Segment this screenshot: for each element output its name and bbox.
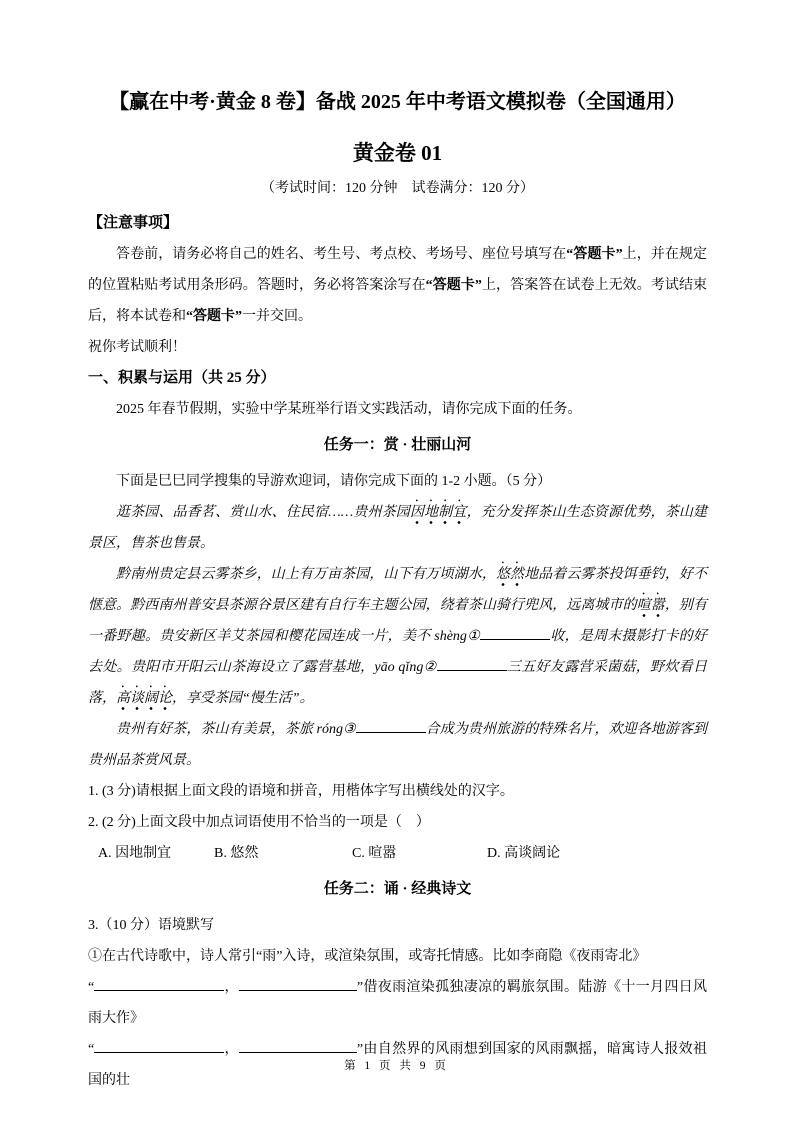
blank-line-2 <box>437 656 507 671</box>
blank-line-5 <box>239 976 357 991</box>
passage-text: 贵州有好茶，茶山有美景，茶旅 róng③ <box>116 722 356 737</box>
section-1-heading: 一、积累与运用（共 25 分） <box>88 370 276 386</box>
notice-header: 【注意事项】 <box>88 215 179 231</box>
question-1: 1. (3 分)请根据上面文段的语境和拼音，用楷体字写出横线处的汉字。 <box>88 784 514 799</box>
section-1-intro: 2025 年春节假期，实验中学某班举行语文实践活动，请你完成下面的任务。 <box>116 402 582 417</box>
option-d: D. 高谈阔论 <box>487 846 561 861</box>
passage-paragraph-3 <box>88 714 707 776</box>
passage-paragraph-2 <box>88 559 707 714</box>
task-1-heading: 任务一：赏 · 壮丽山河 <box>323 437 472 453</box>
dictation-text: ”借夜雨渲染孤独凄凉的羁旅氛围。陆游《十一月四日风雨大作》 <box>88 980 708 1026</box>
task-2-heading: 任务二：诵 · 经典诗文 <box>323 881 472 897</box>
passage-text: ，别有一番野趣。贵安新区羊艾茶园和樱花园连成一片，美不 shèng① <box>88 598 707 644</box>
option-b: B. 悠然 <box>214 846 259 861</box>
passage-text: 黔南州贵定县云雾茶乡，山上有万亩茶园，山下有万顷湖水， <box>116 567 496 582</box>
blank-line-3 <box>356 718 426 733</box>
emphasized-word-gaotankuolun: 高谈阔论 <box>116 691 172 711</box>
passage-paragraph-1 <box>88 497 707 559</box>
notice-paragraph <box>88 239 707 332</box>
passage-text: ，充分发挥茶山生态资源优势，茶山建景区，售茶也售景。 <box>88 505 707 551</box>
dictation-line-1 <box>88 972 707 1034</box>
emphasized-word-youran: 悠然 <box>496 567 524 587</box>
exam-subtitle: 黄金卷 01 <box>352 141 443 165</box>
question-2: 2. (2 分)上面文段中加点词语使用不恰当的一项是（ ） <box>88 815 430 830</box>
document-title: 【赢在中考·黄金 8 卷】备战 2025 年中考语文模拟卷（全国通用） <box>109 91 686 113</box>
question-3: 3.（10 分）语境默写 <box>88 918 214 933</box>
passage-text: 逛茶园、品香茗、赏山水、住民宿……贵州茶园 <box>116 505 410 520</box>
comma: ， <box>224 1042 239 1057</box>
blank-line-6 <box>94 1038 224 1053</box>
option-c: C. 喧嚣 <box>352 846 397 861</box>
exam-info-line: （考试时间：120 分钟 试卷满分：120 分） <box>261 181 534 196</box>
blank-line-7 <box>239 1038 357 1053</box>
answer-sheet-term-3: “答题卡” <box>186 309 242 324</box>
answer-sheet-term-1: “答题卡” <box>566 247 623 262</box>
blank-line-4 <box>94 976 224 991</box>
passage-text: 三五好友露营采菌菇，野炊看日落， <box>88 660 707 706</box>
comma: ， <box>224 980 239 995</box>
emphasized-word-xuanxiao: 喧嚣 <box>637 598 665 618</box>
notice-text-4: 一并交回。 <box>242 309 312 324</box>
blank-line-1 <box>480 625 550 640</box>
passage-text: 收，是周末摄影打卡的好去处。贵阳市开阳云山茶海设立了露营基地，yāo qǐng② <box>88 629 708 675</box>
notice-text-2: 上，并在规定的位置粘贴考试用条形码。答题时，务必将答案涂写在 <box>88 247 708 293</box>
open-quote: “ <box>88 980 95 995</box>
passage-text: 地品着云雾茶投饵垂钓，好不惬意。黔西南州普安县茶源谷景区建有自行车主题公园，绕着茶山骑行兜风，远离城市的 <box>88 567 708 613</box>
question-2-options <box>88 838 707 869</box>
open-quote: “ <box>88 1042 95 1057</box>
option-a: A. 因地制宜 <box>98 846 172 861</box>
passage-text: ，享受茶园“慢生活”。 <box>172 691 314 706</box>
question-intro: 下面是巳巳同学搜集的导游欢迎词，请你完成下面的 1-2 小题。（5 分） <box>116 474 552 489</box>
emphasized-word-yindizhiyi: 因地制宜 <box>410 505 467 525</box>
notice-text-1: 答卷前，请务必将自己的姓名、考生号、考点校、考场号、座位号填写在 <box>116 247 567 262</box>
passage-text: 合成为贵州旅游的特殊名片，欢迎各地游客到贵州品茶赏风景。 <box>88 722 708 768</box>
notice-text-3: 上，答案答在试卷上无效。考试结束后，将本试卷和 <box>88 278 708 324</box>
wish-line: 祝你考试顺利！ <box>88 340 186 355</box>
dictation-intro: ①在古代诗歌中，诗人常引“雨”入诗，或渲染氛围，或寄托情感。比如李商隐《夜雨寄北》 <box>88 949 647 964</box>
answer-sheet-term-2: “答题卡” <box>425 278 482 293</box>
dictation-text: ”由自然界的风雨想到国家的风雨飘摇，暗寓诗人报效祖国的壮 <box>88 1042 708 1088</box>
page-number-footer: 第 1 页 共 9 页 <box>344 1060 449 1072</box>
